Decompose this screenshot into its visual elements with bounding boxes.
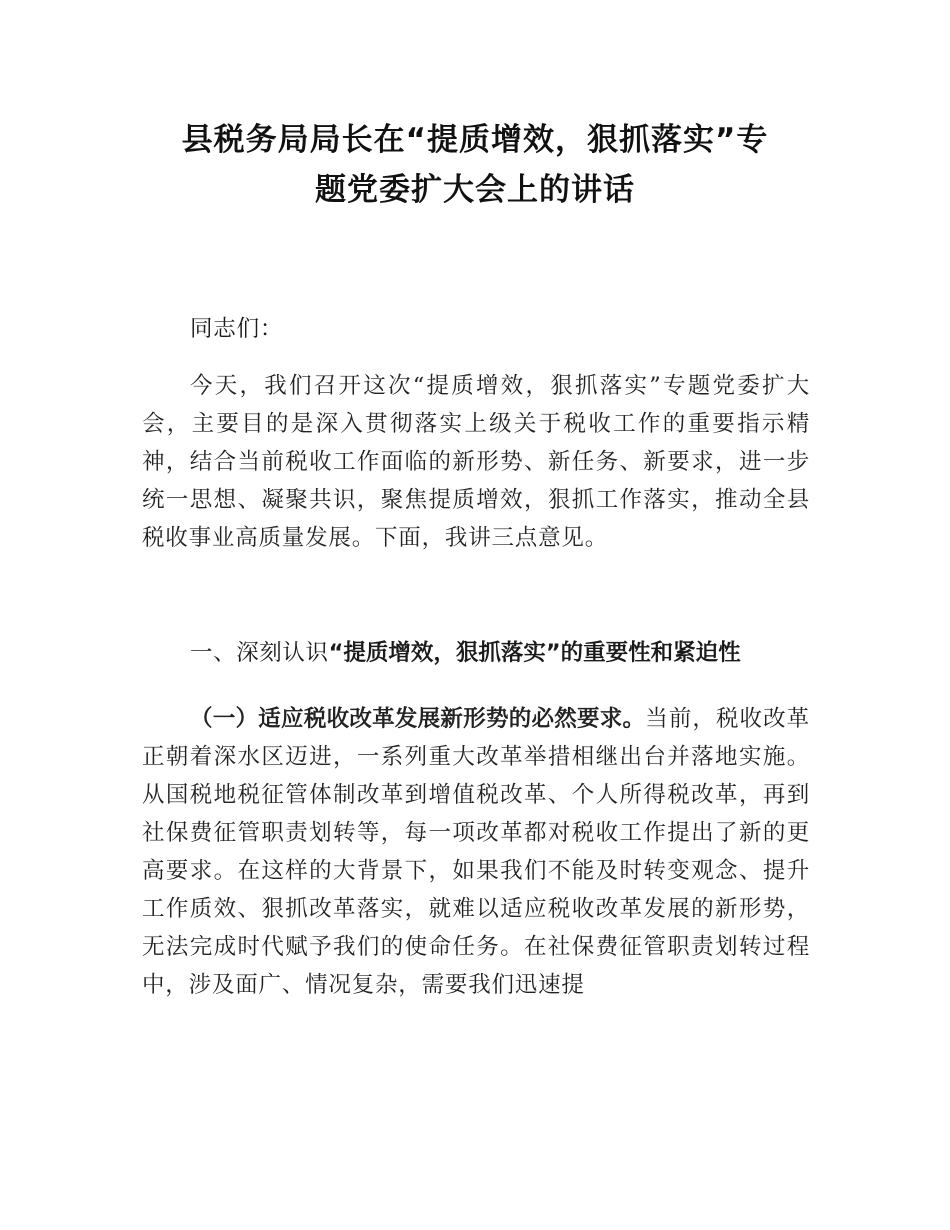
section-heading-1-title: “提质增效，狠抓落实”的重要性和紧迫性: [328, 640, 741, 666]
document-title-line-2: 题党委扩大会上的讲话: [315, 172, 635, 208]
subsection-1-heading: （一）适应税收改革发展新形势的必然要求。: [190, 706, 646, 732]
document-title-line-1: 县税务局局长在“提质增效，狠抓落实”专: [181, 122, 769, 158]
subsection-1: [142, 700, 810, 1004]
subsection-1-body: 当前，税收改革正朝着深水区迈进，一系列重大改革举措相继出台并落地实施。从国税地税征管体制改革到增值税改革、个人所得税改革，再到社保费征管职责划转等，每一项改革都对税收工作提出了新的更高要求。在这样的大背景下，如果我们不能及时转变观念、提升工作质效、狠抓改革落实，就难以适应税收改革发展的新形势，无法完成时代赋予我们的使命任务。在社保费征管职责划转过程中，涉及面广、情况复杂，需要我们迅速提: [142, 706, 810, 998]
subsection-1-text: [142, 700, 810, 1004]
paragraph-intro-text: 今天，我们召开这次“提质增效，狠抓落实”专题党委扩大会，主要目的是深入贯彻落实上级关于税收工作的重要指示精神，结合当前税收工作面临的新形势、新任务、新要求，进一步统一思想、凝聚共识，聚焦提质增效，狠抓工作落实，推动全县税收事业高质量发展。下面，我讲三点意见。: [142, 373, 810, 551]
paragraph-intro: [142, 367, 810, 557]
greeting: 同志们：: [190, 316, 284, 342]
section-heading-1-prefix: 一、深刻认识: [190, 640, 329, 666]
section-heading-1: [190, 634, 741, 672]
